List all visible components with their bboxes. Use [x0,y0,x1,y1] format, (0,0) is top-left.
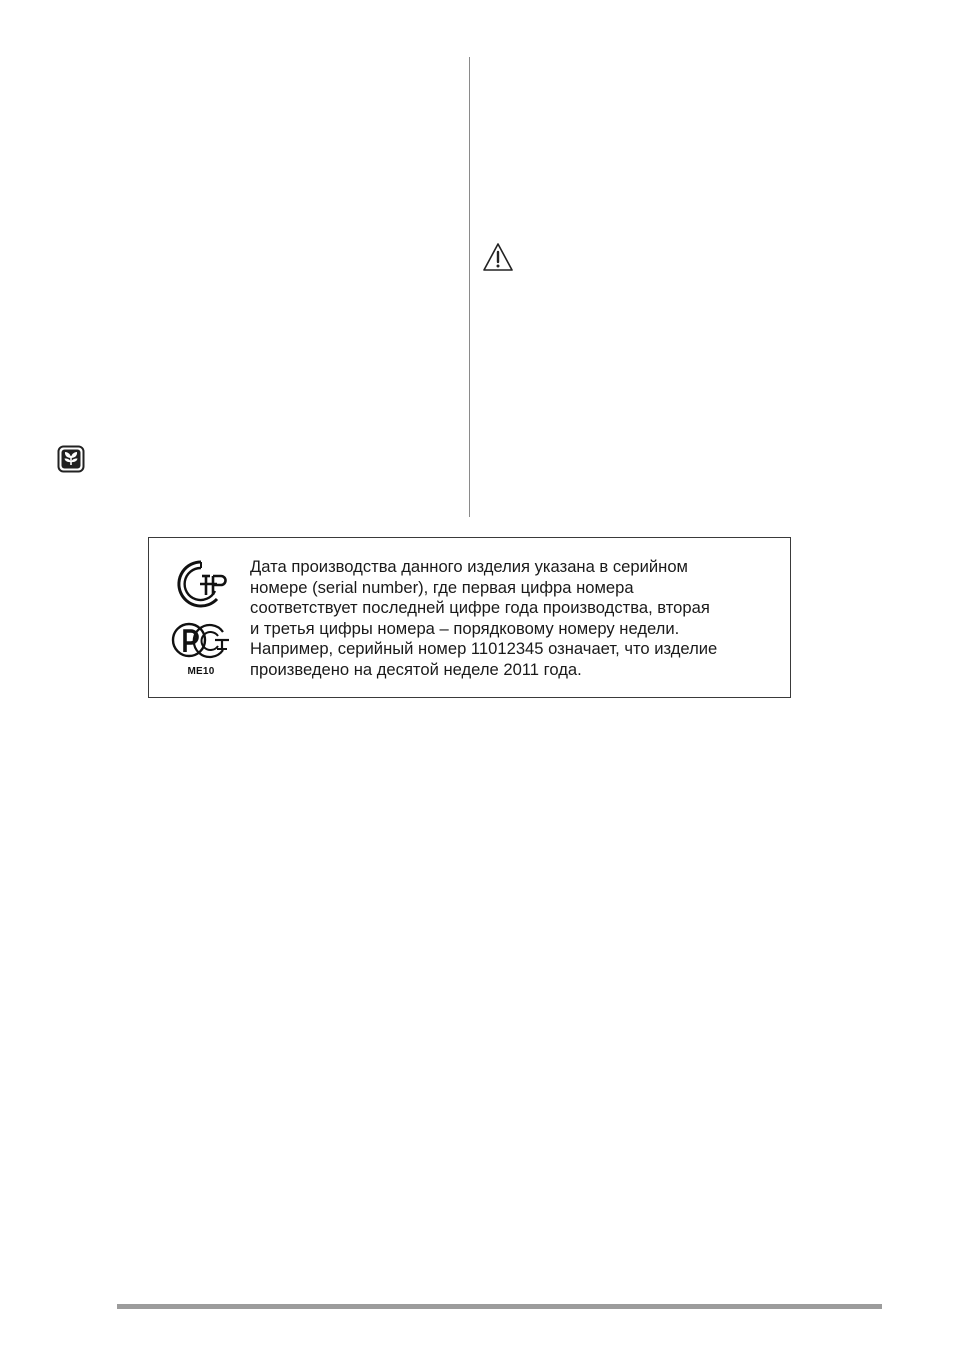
eac-tr-certification-mark [171,558,231,610]
certification-code: ME10 [187,666,215,677]
eco-leaf-icon [57,445,85,473]
manufacture-date-info-box [148,537,791,698]
text-line: Например, серийный номер 11012345 означает, что изделие [250,639,718,658]
text-line: Дата производства данного изделия указана в серийном [250,557,688,576]
warning-triangle-icon [482,242,514,272]
text-line: и третья цифры номера – порядковому номеру недели. [250,618,680,638]
text-line: произведено на десятой неделе 2011 года. [250,659,582,679]
text-line: номере (serial number), где первая цифра номера [250,577,634,597]
pct-certification-mark [171,618,231,662]
text-line: соответствует последней цифре года производства, вторая [250,598,710,617]
column-divider [469,57,470,517]
footer-rule [117,1304,882,1309]
manufacture-date-text [250,557,780,680]
